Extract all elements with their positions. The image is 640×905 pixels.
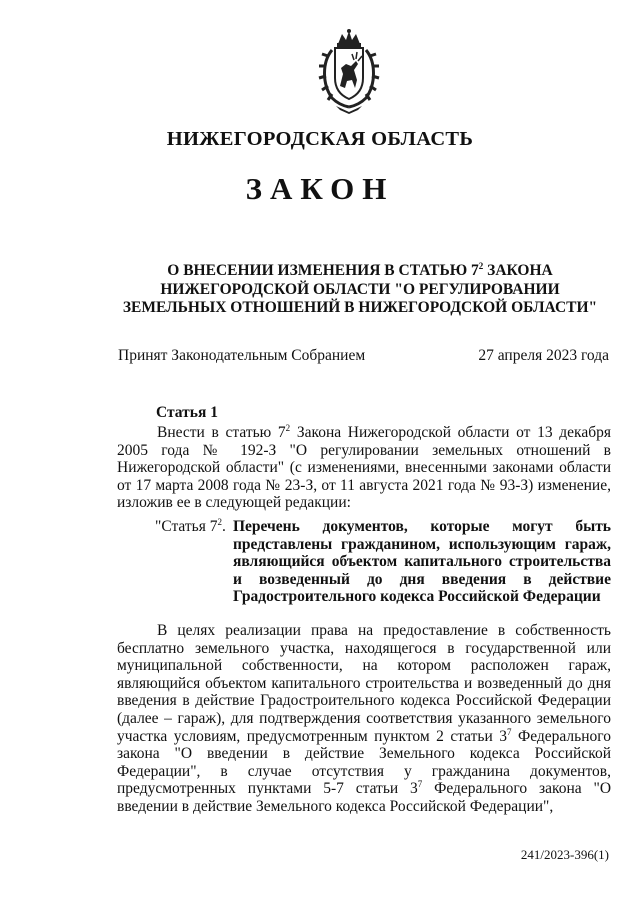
document-number: 241/2023-396(1) [520, 847, 609, 862]
quoted-article-title: Перечень документов, которые могут быть представлены гражданином, использующим гараж, являющийся объектом капитального строительства и возведенный до дня введения в действие Градостроительного кодекса Российской Федерации [233, 518, 611, 606]
law-title-line-1 [110, 262, 610, 281]
document-type: ЗАКОН [245, 171, 395, 206]
quoted-article-label-dot: . [222, 518, 226, 535]
law-title-line-1-text: О ВНЕСЕНИИ ИЗМЕНЕНИЯ В СТАТЬЮ 7 [167, 262, 479, 279]
paragraph-2-superscript-2: 7 [417, 779, 423, 790]
paragraph-2-text-b: Федерального закона "О введении в действие Земельного кодекса Российской Федерации", в случае отсутствия у гражданина документов, предусмотренных пунктами 5-7 статьи 3 [117, 727, 611, 798]
article-heading: Статья 1 [156, 404, 218, 421]
law-title [110, 262, 610, 318]
law-title-line-1-tail: ЗАКОНА [483, 262, 553, 279]
paragraph-1-text-b: Закона Нижегородской области от 13 декабря 2005 года № 192-З "О регулировании земельных отношений в Нижегородской области" (с изменениями, внесенными законами области от 17 марта 2008 года № 23-З, от 11 августа 2021 года № 93-З) изменение, изложив ее в следующей редакции: [117, 424, 611, 512]
quoted-article-label [155, 518, 226, 536]
paragraph-2-text-c: Федерального закона "О введении в действие Земельного кодекса Российской Федерации", [117, 780, 612, 815]
paragraph-2-text-a: В целях реализации права на предоставление в собственность бесплатно земельного участка, находящегося в государственной или муниципальной собственности, на котором расположен гараж, являющийся объектом капитального строительства и возведенный до дня введения в действие Градостроительного кодекса Российской Федерации (далее – гараж), для подтверждения соответствия указанного земельного участка условиям, предусмотренным пунктом 2 статьи 3 [117, 622, 611, 745]
region-name: НИЖЕГОРОДСКАЯ ОБЛАСТЬ [166, 128, 474, 150]
adopted-by: Принят Законодательным Собранием [118, 347, 366, 364]
article-paragraph-1 [117, 424, 611, 512]
paragraph-1-text-a: Внести в статью 7 [157, 424, 286, 441]
law-title-superscript: 2 [478, 261, 484, 271]
adoption-date: 27 апреля 2023 года [478, 347, 609, 364]
law-title-line-3: ЗЕМЕЛЬНЫХ ОТНОШЕНИЙ В НИЖЕГОРОДСКОЙ ОБЛАСТИ" [122, 299, 598, 316]
paragraph-1-superscript: 2 [285, 423, 291, 433]
coat-of-arms-emblem [318, 28, 380, 114]
paragraph-2-superscript-1: 7 [507, 726, 512, 737]
quoted-article-label-text: "Статья 7 [155, 518, 218, 535]
law-title-line-2: НИЖЕГОРОДСКОЙ ОБЛАСТИ "О РЕГУЛИРОВАНИИ [160, 280, 560, 298]
article-paragraph-2 [117, 622, 611, 816]
quoted-article-superscript: 2 [217, 517, 222, 527]
